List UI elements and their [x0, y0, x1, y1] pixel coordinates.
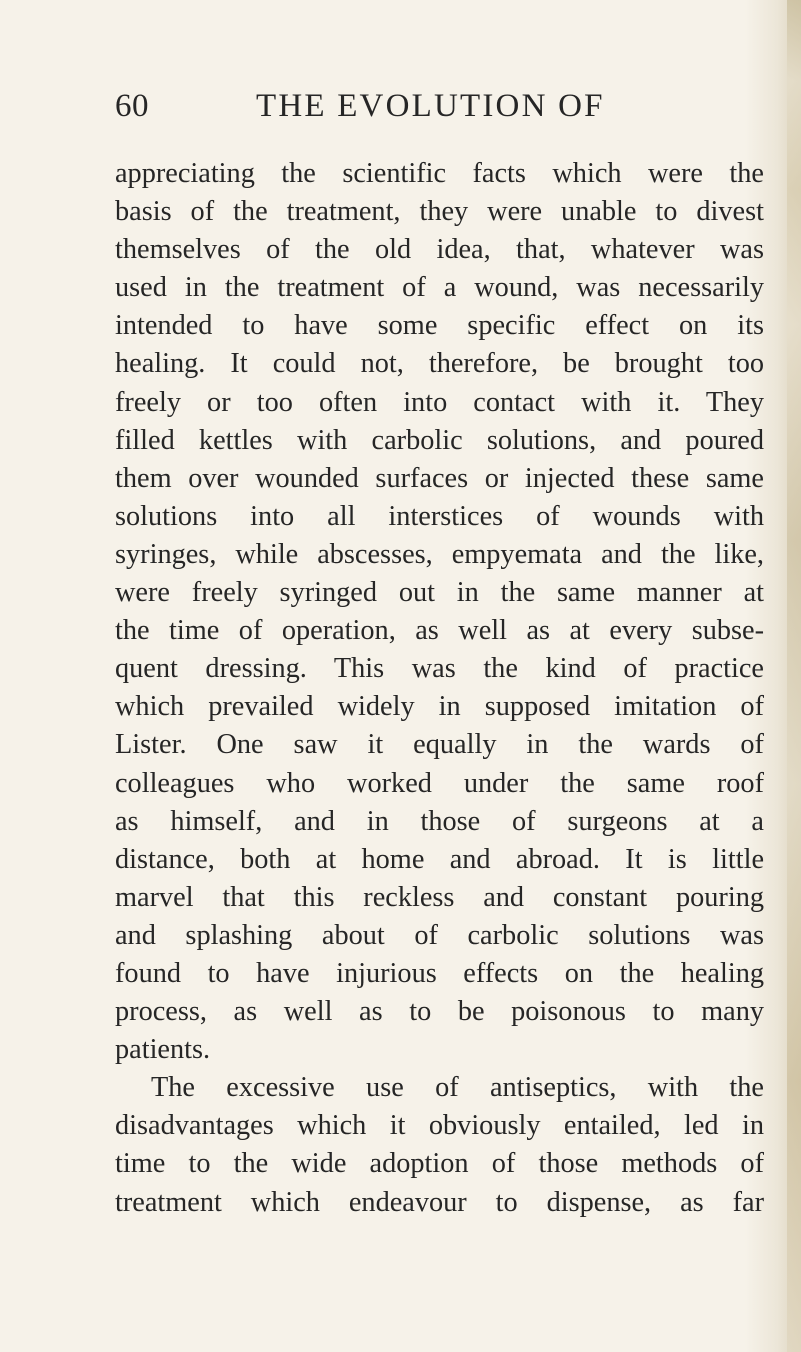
text-line: quent dressing. This was the kind of practice [115, 653, 764, 685]
page-number: 60 [115, 88, 149, 124]
text-line: the time of operation, as well as at every subse- [115, 615, 764, 647]
text-line: process, as well as to be poisonous to many [115, 996, 764, 1028]
text-line: treatment which endeavour to dispense, as far [115, 1186, 764, 1218]
text-line: Lister. One saw it equally in the wards of [115, 729, 764, 761]
page-header [0, 88, 801, 138]
running-head: THE EVOLUTION OF [256, 88, 605, 124]
text-line: used in the treatment of a wound, was necessarily [115, 272, 764, 304]
text-line: them over wounded surfaces or injected these same [115, 462, 764, 494]
text-line: and splashing about of carbolic solutions was [115, 919, 764, 951]
paragraph-start-line: The excessive use of antiseptics, with the [151, 1072, 764, 1104]
text-line: freely or too often into contact with it. They [115, 386, 764, 418]
text-line: syringes, while abscesses, empyemata and the like, [115, 538, 764, 570]
text-line: intended to have some specific effect on its [115, 310, 764, 342]
text-line: which prevailed widely in supposed imitation of [115, 691, 764, 723]
text-line: healing. It could not, therefore, be brought too [115, 348, 764, 380]
text-line: distance, both at home and abroad. It is little [115, 843, 764, 875]
text-line: found to have injurious effects on the healing [115, 957, 764, 989]
paragraph-end-line: patients. [115, 1034, 211, 1066]
text-line: appreciating the scientific facts which were the [115, 158, 764, 189]
text-line: filled kettles with carbolic solutions, and poured [115, 424, 764, 456]
text-line: time to the wide adoption of those methods of [115, 1148, 764, 1180]
page-edge-stain [787, 0, 801, 1352]
text-line: as himself, and in those of surgeons at a [115, 805, 764, 837]
text-line: solutions into all interstices of wounds with [115, 500, 764, 532]
text-line: themselves of the old idea, that, whatever was [115, 234, 764, 266]
text-line: colleagues who worked under the same roof [115, 767, 764, 799]
text-line: were freely syringed out in the same manner at [115, 577, 764, 609]
text-line: basis of the treatment, they were unable to divest [115, 196, 764, 228]
body-text [115, 155, 764, 1222]
text-line: marvel that this reckless and constant pouring [115, 881, 764, 913]
text-line: disadvantages which it obviously entailed, led in [115, 1110, 764, 1142]
